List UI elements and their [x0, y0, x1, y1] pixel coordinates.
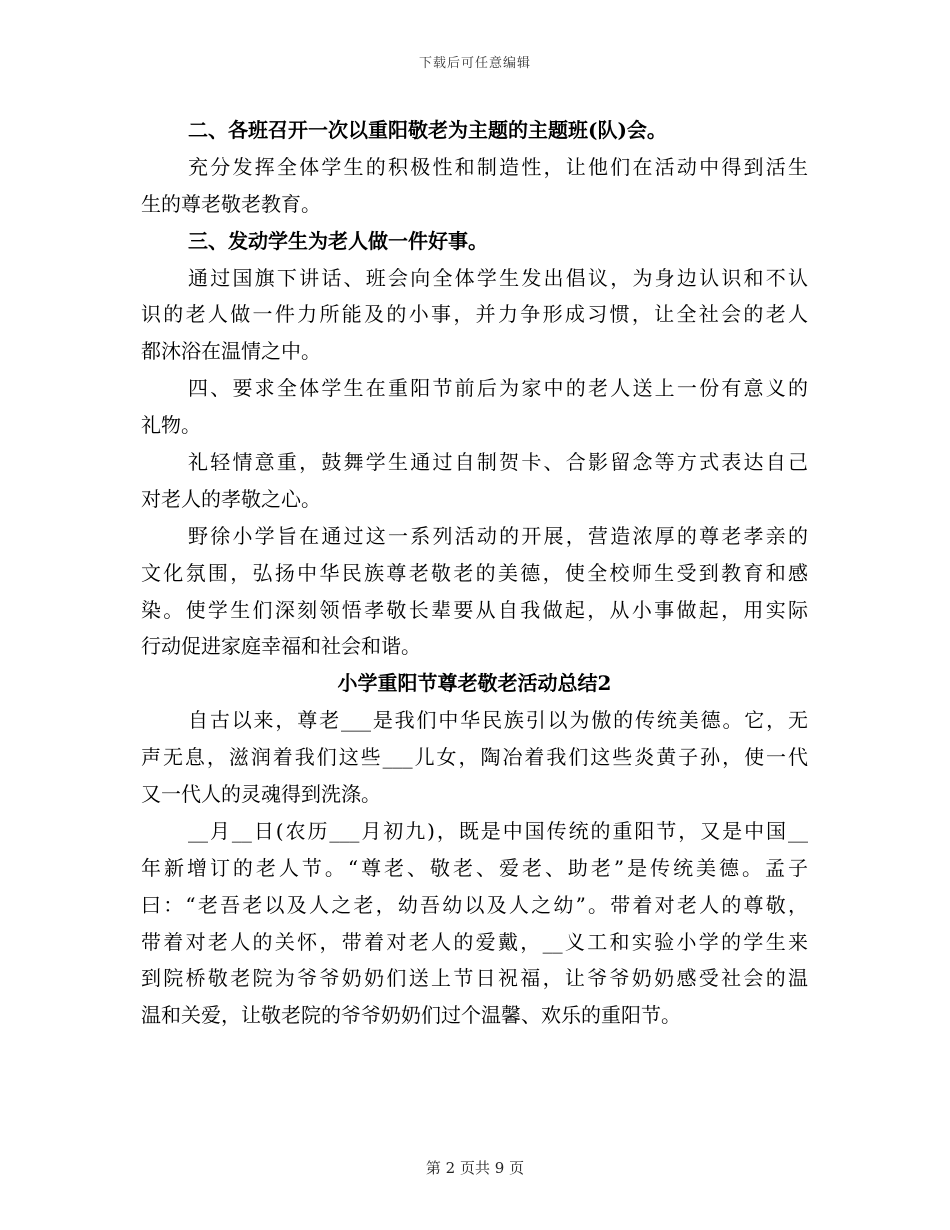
paragraph-line: 声无息，滋润着我们这些___儿女，陶冶着我们这些炎黄子孙，使一代 — [141, 745, 808, 770]
paragraph-line: 对老人的孝敬之心。 — [141, 486, 321, 511]
section-heading-3: 三、发动学生为老人做一件好事。 — [188, 228, 488, 253]
paragraph-line: 生的尊老敬老教育。 — [141, 191, 321, 216]
paragraph-line: 行动促进家庭幸福和社会和谐。 — [141, 634, 421, 659]
paragraph-line: 又一代人的灵魂得到洗涤。 — [141, 782, 381, 807]
paragraph-line: 通过国旗下讲话、班会向全体学生发出倡议，为身边认识和不认 — [188, 265, 808, 290]
paragraph-line: 充分发挥全体学生的积极性和制造性，让他们在活动中得到活生 — [188, 154, 808, 179]
paragraph-line: 文化氛围，弘扬中华民族尊老敬老的美德，使全校师生受到教育和感 — [141, 560, 808, 585]
paragraph-line: 带着对老人的关怀，带着对老人的爱戴，__义工和实验小学的学生来 — [141, 929, 808, 954]
paragraph-line: 识的老人做一件力所能及的小事，并力争形成习惯，让全社会的老人 — [141, 302, 808, 327]
paragraph-line: 年新增订的老人节。“尊老、敬老、爱老、助老”是传统美德。孟子 — [141, 855, 808, 880]
paragraph-line: 野徐小学旨在通过这一系列活动的开展，营造浓厚的尊老孝亲的 — [188, 523, 808, 548]
paragraph-line: 礼物。 — [141, 413, 201, 438]
paragraph-line: 温和关爱，让敬老院的爷爷奶奶们过个温馨、欢乐的重阳节。 — [141, 1003, 681, 1028]
page-footer: 第 2 页共 9 页 — [425, 1159, 525, 1177]
page-header: 下载后可任意编辑 — [418, 56, 531, 71]
paragraph-line: 礼轻情意重，鼓舞学生通过自制贺卡、合影留念等方式表达自己 — [188, 450, 808, 475]
section-heading-4: 四、要求全体学生在重阳节前后为家中的老人送上一份有意义的 — [188, 376, 808, 401]
paragraph-line: 到院桥敬老院为爷爷奶奶们送上节日祝福，让爷爷奶奶感受社会的温 — [141, 966, 808, 991]
section-title: 小学重阳节尊老敬老活动总结2 — [337, 671, 612, 696]
paragraph-line: 自古以来，尊老___是我们中华民族引以为傲的传统美德。它，无 — [188, 708, 808, 733]
paragraph-line: __月__日(农历___月初九)，既是中国传统的重阳节，又是中国__ — [188, 818, 808, 843]
paragraph-line: 都沐浴在温情之中。 — [141, 339, 321, 364]
document-body — [141, 112, 808, 1034]
paragraph-line: 曰：“老吾老以及人之老，幼吾幼以及人之幼”。带着对老人的尊敬， — [141, 892, 808, 917]
paragraph-line: 染。使学生们深刻领悟孝敬长辈要从自我做起，从小事做起，用实际 — [141, 597, 808, 622]
section-heading-2: 二、各班召开一次以重阳敬老为主题的主题班(队)会。 — [188, 118, 667, 142]
